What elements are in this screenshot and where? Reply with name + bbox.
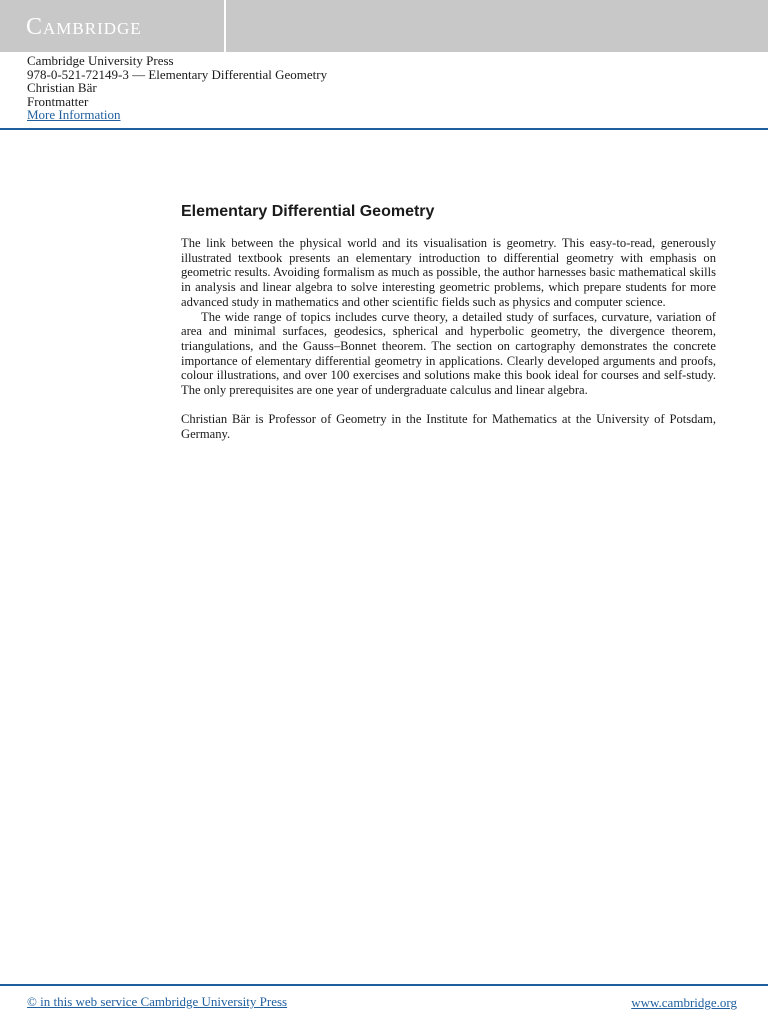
header-bar [0,0,768,52]
website-link[interactable]: www.cambridge.org [631,995,737,1010]
cambridge-logo[interactable]: Cambridge [26,14,142,40]
more-information-link[interactable]: More Information [27,107,121,122]
section-line: Frontmatter [27,93,89,109]
book-description [181,236,716,442]
description-paragraph-1: The link between the physical world and its visualisation is geometry. This easy-to-read, generously illustrated textbook presents an elementary introduction to differential geometry with emphasis on geometric results. Avoiding formalism as much as possible, the author harnesses basic mathematical skills in analysis and linear algebra to solve interesting geometric problems, which prepare students for more advanced study in mathematics and other scientific fields such as physics and computer science. [181,236,716,309]
website-notice [631,995,737,1011]
author-line: Christian Bär [27,80,97,95]
copyright-notice [27,994,287,1010]
book-meta [27,54,327,122]
isbn-title-line: 978-0-521-72149-3 — Elementary Differential Geometry [27,66,328,82]
publisher-line: Cambridge University Press [27,53,174,68]
header-divider [0,128,768,130]
author-bio: Christian Bär is Professor of Geometry in the Institute for Mathematics at the University of Potsdam, Germany. [181,412,716,442]
copyright-link[interactable]: © in this web service Cambridge University Press [27,994,288,1009]
footer-divider [0,984,768,986]
description-paragraph-2: The wide range of topics includes curve theory, a detailed study of surfaces, curvature, variation of area and minimal surfaces, geodesics, spherical and hyperbolic geometry, the divergence theorem, triangulations, and the Gauss–Bonnet theorem. The section on cartography demonstrates the concrete importance of elementary differential geometry in applications. Clearly developed arguments and proofs, colour illustrations, and over 100 exercises and solutions make this book ideal for courses and self-study. The only prerequisites are one year of undergraduate calculus and linear algebra. [181,309,716,398]
logo-box [0,0,226,52]
book-title: Elementary Differential Geometry [181,203,435,220]
